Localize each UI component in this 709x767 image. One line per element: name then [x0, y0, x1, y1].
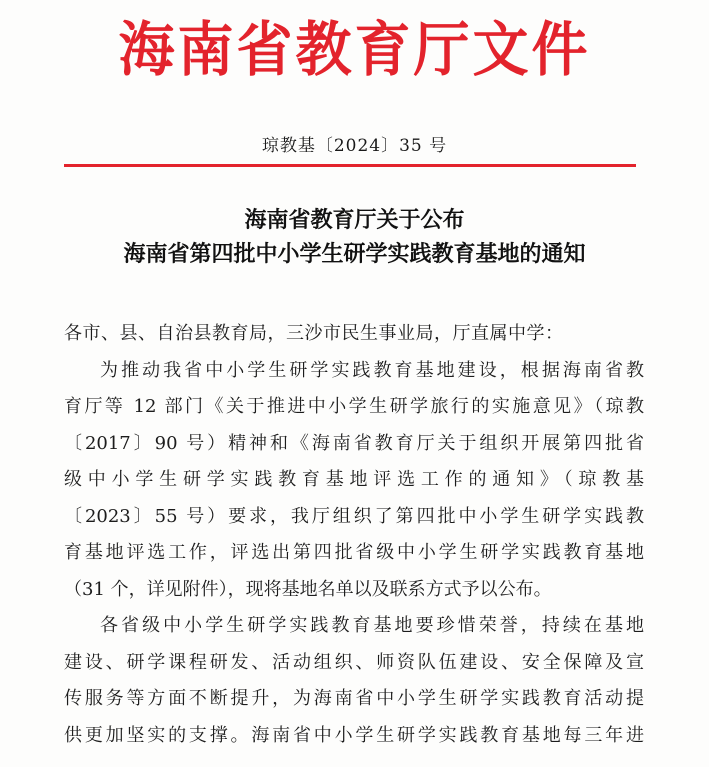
notice-title	[0, 204, 709, 272]
paragraph-2-line: 建设、研学课程研发、活动组织、师资队伍建设、安全保障及宣	[64, 651, 644, 673]
paragraph-1	[64, 353, 644, 609]
paragraph-1-line: 育厅等 12 部门《关于推进中小学生研学旅行的实施意见》（琼教	[64, 396, 644, 417]
salutation: 各市、县、自治县教育局，三沙市民生事业局，厅直属中学：	[64, 323, 564, 344]
notice-title-line-1: 海南省教育厅关于公布	[244, 208, 465, 233]
red-separator-line	[64, 164, 636, 167]
notice-title-line-2: 海南省第四批中小学生研学实践教育基地的通知	[123, 242, 586, 267]
paragraph-1-line: 育基地评选工作，评选出第四批省级中小学生研学实践教育基地	[64, 542, 644, 563]
paragraph-1-line: （31 个，详见附件），现将基地名单以及联系方式予以公布。	[64, 578, 552, 600]
paragraph-1-line: 〔2023〕55 号）要求，我厅组织了第四批中小学生研学实践教	[64, 505, 644, 527]
paragraph-2-line: 供更加坚实的支撑。海南省中小学生研学实践教育基地每三年进	[64, 724, 644, 746]
notice-body	[64, 316, 644, 754]
document-masthead: 海南省教育厅文件	[118, 15, 591, 85]
paragraph-2-line: 传服务等方面不断提升，为海南省中小学生研学实践教育活动提	[64, 688, 644, 709]
paragraph-1-line: 为推动我省中小学生研学实践教育基地建设，根据海南省教	[100, 359, 644, 381]
paragraph-1-line: 〔2017〕90 号）精神和《海南省教育厅关于组织开展第四批省	[64, 432, 644, 454]
paragraph-1-line: 级中小学生研学实践教育基地评选工作的通知》（琼教基	[64, 469, 644, 490]
document-number: 琼教基〔2024〕35 号	[261, 136, 448, 156]
paragraph-2-line: 各省级中小学生研学实践教育基地要珍惜荣誉，持续在基地	[100, 615, 644, 636]
paragraph-2	[64, 608, 644, 754]
